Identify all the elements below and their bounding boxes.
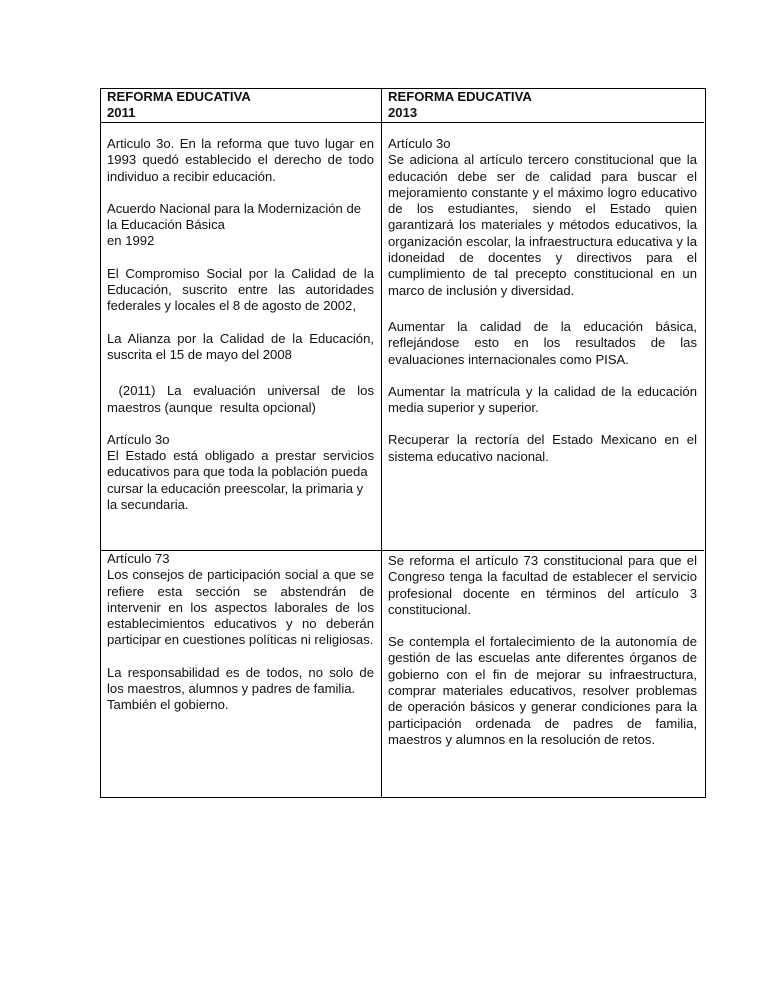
paragraph: Aumentar la calidad de la educación básica, reflejándose esto en los resultados de las evaluaciones internacionales como PISA. — [388, 318, 697, 367]
header-cell-2013 — [382, 89, 704, 123]
header-year-right: 2013 — [388, 105, 418, 120]
header-cell-2011 — [101, 89, 382, 123]
header-year-left: 2011 — [107, 105, 136, 120]
paragraph: Recuperar la rectoría del Estado Mexicano en el sistema educativo nacional. — [388, 432, 697, 464]
paragraph: Acuerdo Nacional para la Modernización de la Educación Básica — [107, 200, 362, 233]
paragraph: (2011) La evaluación universal de los maestros (aunque resulta opcional) — [107, 383, 378, 415]
paragraph: El Compromiso Social por la Calidad de la Educación, suscrito entre las autoridades federales y locales el 8 de agosto de 2002, — [107, 265, 374, 314]
paragraph: La Alianza por la Calidad de la Educación, suscrita el 15 de mayo del 2008 — [107, 330, 374, 362]
row2-left-cell — [101, 551, 382, 797]
comparison-table — [100, 88, 706, 798]
paragraph: También el gobierno. — [107, 697, 229, 713]
paragraph: La responsabilidad es de todos, no solo de los maestros, alumnos y padres de familia. — [107, 664, 374, 697]
paragraph: en 1992 — [107, 233, 155, 249]
paragraph: Articulo 3o. En la reforma que tuvo lugar en 1993 quedó establecido el derecho de todo individuo a recibir educación. — [107, 136, 374, 184]
header-title-left: REFORMA EDUCATIVA — [107, 89, 251, 104]
paragraph: Los consejos de participación social a que se refiere esta sección se abstendrán de intervenir en los aspectos laborales de los establecimientos educativos y no deberán participar en cuestiones políticas ni religiosas. — [107, 567, 374, 648]
row1-right-cell — [382, 123, 704, 551]
paragraph: Aumentar la matrícula y la calidad de la educación media superior y superior. — [388, 383, 697, 416]
paragraph: Artículo 3o — [388, 136, 451, 151]
paragraph: Se reforma el artículo 73 constitucional para que el Congreso tenga la facultad de establecer el servicio profesional docente en términos del artículo 3 constitucional. — [388, 553, 697, 617]
row2-right-cell — [382, 551, 704, 797]
paragraph: Se adiciona al artículo tercero constitucional que la educación debe ser de calidad para buscar el mejoramiento constante y el máximo logro educativo de los estudiantes, siendo el Estado quien garantizará los materiales y métodos educativos, la organización escolar, la infraestructura educativa y la idoneidad de docentes y directivos para el cumplimiento de tal precepto constitucional en un marco de inclusión y diversidad. — [388, 152, 697, 298]
paragraph: cursar la educación preescolar, la primaria y la secundaria. — [107, 480, 364, 513]
row1-left-cell — [101, 123, 382, 551]
paragraph: El Estado está obligado a prestar servicios educativos para que toda la población pueda — [107, 448, 374, 480]
paragraph: Artículo 73 — [107, 551, 170, 566]
paragraph: Se contempla el fortalecimiento de la autonomía de gestión de las escuelas ante diferentes órganos de gobierno con el fin de mejorar su infraestructura, comprar materiales educativos, resolver problemas de operación básicos y generar condiciones para la participación ordenada de padres de familia, maestros y alumnos en la resolución de retos. — [388, 634, 697, 747]
header-title-right: REFORMA EDUCATIVA — [388, 89, 532, 104]
paragraph: Artículo 3o — [107, 431, 170, 447]
